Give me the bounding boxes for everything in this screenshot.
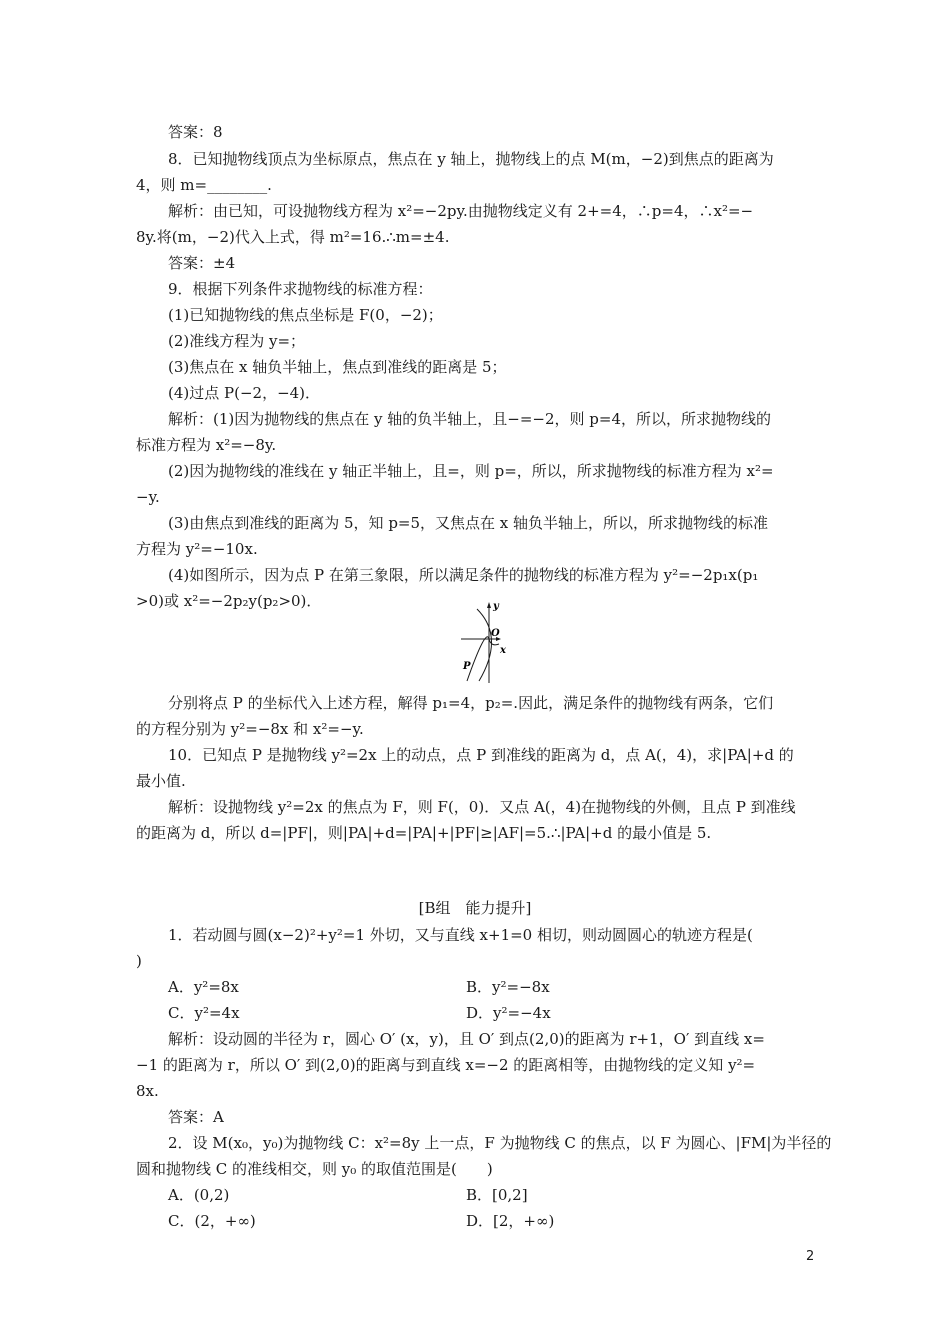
option-b2-c: C．(2，+∞) bbox=[168, 1212, 256, 1230]
option-b1-a: A．y²=8x bbox=[168, 978, 239, 996]
solution-b1-cont2: 8x. bbox=[136, 1082, 159, 1100]
question-9: 9．根据下列条件求抛物线的标准方程： bbox=[168, 280, 433, 298]
x-axis-label: x bbox=[500, 645, 506, 656]
option-b1-b: B．y²=−8x bbox=[466, 978, 550, 996]
option-b2-b: B．[0,2] bbox=[466, 1186, 528, 1204]
option-b2-d: D．[2，+∞) bbox=[466, 1212, 555, 1230]
y-axis-label: y bbox=[493, 601, 499, 612]
solution-9-2-cont: −y. bbox=[136, 488, 160, 506]
page-number: 2 bbox=[806, 1249, 815, 1264]
point-p-label: P bbox=[463, 661, 471, 672]
answer-8b: 答案：±4 bbox=[168, 254, 236, 272]
answer-b1: 答案：A bbox=[168, 1108, 224, 1126]
question-b2: 2．设 M(x₀，y₀)为抛物线 C：x²=8y 上一点，F 为抛物线 C 的焦点，以 F 为圆心、|FM|为半径的 bbox=[168, 1134, 832, 1152]
solution-b1: 解析：设动圆的半径为 r，圆心 O′ (x，y)，且 O′ 到点(2,0)的距离为 r+1，O′ 到直线 x= bbox=[168, 1030, 765, 1048]
solution-9-4-cont: >0)或 x²=−2p₂y(p₂>0)． bbox=[136, 592, 322, 610]
answer-8: 答案：8 bbox=[168, 123, 223, 141]
question-8: 8．已知抛物线顶点为坐标原点，焦点在 y 轴上，抛物线上的点 M(m，−2)到焦点的距离为 bbox=[168, 150, 774, 168]
solution-10-cont: 的距离为 d，所以 d=|PF|，则|PA|+d=|PA|+|PF|≥|AF|=5.∴|PA|+d 的最小值是 5. bbox=[136, 824, 712, 842]
section-heading: [B组 能力提升] bbox=[418, 899, 532, 917]
question-9-4: (4)过点 P(−2，−4)． bbox=[168, 384, 321, 402]
question-10: 10．已知点 P 是抛物线 y²=2x 上的动点，点 P 到准线的距离为 d，点 A(，4)，求|PA|+d 的 bbox=[168, 746, 794, 764]
origin-label: O bbox=[491, 628, 500, 639]
solution-9-1: 解析：(1)因为抛物线的焦点在 y 轴的负半轴上，且−=−2，则 p=4，所以，所求抛物线的 bbox=[168, 410, 771, 428]
question-b1-cont: ) bbox=[136, 952, 142, 970]
solution-8: 解析：由已知，可设抛物线方程为 x²=−2py.由抛物线定义有 2+=4，∴p=4，∴x²=− bbox=[168, 202, 754, 220]
question-10-cont: 最小值. bbox=[136, 772, 186, 790]
solution-9-3: (3)由焦点到准线的距离为 5，知 p=5，又焦点在 x 轴负半轴上，所以，所求抛物线的标准 bbox=[168, 514, 769, 532]
solution-9-4: (4)如图所示，因为点 P 在第三象限，所以满足条件的抛物线的标准方程为 y²=−2p₁x(p₁ bbox=[168, 566, 759, 584]
solution-9-2: (2)因为抛物线的准线在 y 轴正半轴上，且=，则 p=，所以，所求抛物线的标准方程为 x²= bbox=[168, 462, 774, 480]
solution-9-end-cont: 的方程分别为 y²=−8x 和 x²=−y. bbox=[136, 720, 364, 738]
solution-9-1-cont: 标准方程为 x²=−8y. bbox=[136, 436, 277, 454]
solution-10: 解析：设抛物线 y²=2x 的焦点为 F，则 F(，0)．又点 A(，4)在抛物线的外侧，且点 P 到准线 bbox=[168, 798, 796, 816]
question-9-2: (2)准线方程为 y=； bbox=[168, 332, 306, 350]
option-b1-d: D．y²=−4x bbox=[466, 1004, 551, 1022]
option-b1-c: C．y²=4x bbox=[168, 1004, 240, 1022]
question-9-1: (1)已知抛物线的焦点坐标是 F(0，−2)； bbox=[168, 306, 443, 324]
question-8-cont: 4，则 m=________. bbox=[136, 176, 272, 194]
solution-9-end: 分别将点 P 的坐标代入上述方程，解得 p₁=4，p₂=.因此，满足条件的抛物线有两条，它们 bbox=[168, 694, 774, 712]
option-b2-a: A．(0,2) bbox=[168, 1186, 230, 1204]
question-9-3: (3)焦点在 x 轴负半轴上，焦点到准线的距离是 5； bbox=[168, 358, 507, 376]
question-b2-cont: 圆和抛物线 C 的准线相交，则 y₀ 的取值范围是( ) bbox=[136, 1160, 493, 1178]
question-b1: 1．若动圆与圆(x−2)²+y²=1 外切，又与直线 x+1=0 相切，则动圆圆心的轨迹方程是( bbox=[168, 926, 753, 944]
parabola-figure bbox=[455, 597, 505, 683]
solution-b1-cont: −1 的距离为 r，所以 O′ 到(2,0)的距离与到直线 x=−2 的距离相等，由抛物线的定义知 y²= bbox=[136, 1056, 756, 1074]
solution-8-cont: 8y.将(m，−2)代入上式，得 m²=16.∴m=±4. bbox=[136, 228, 450, 246]
solution-9-3-cont: 方程为 y²=−10x. bbox=[136, 540, 258, 558]
